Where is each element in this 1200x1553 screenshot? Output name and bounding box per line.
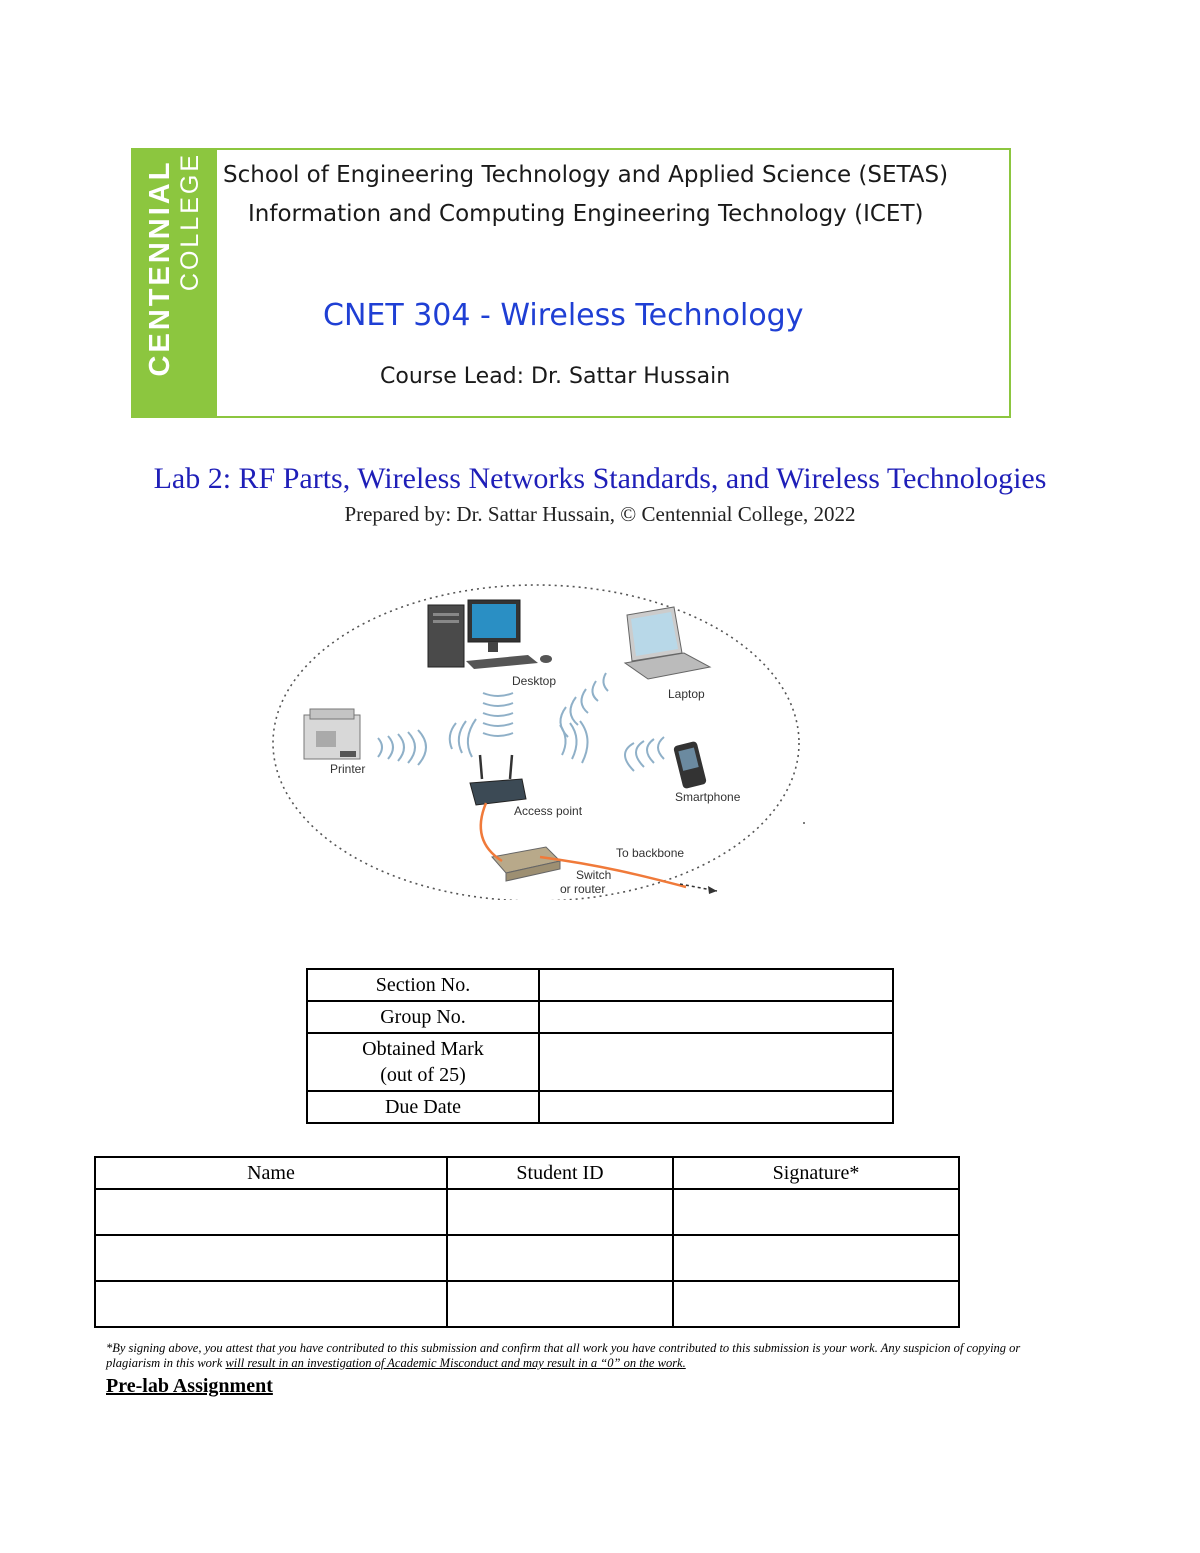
prelab-heading: Pre-lab Assignment: [106, 1375, 273, 1397]
printer-label: Printer: [330, 762, 366, 776]
table-row: [307, 1001, 893, 1033]
name-cell[interactable]: [95, 1235, 447, 1281]
table-row: [307, 1033, 893, 1091]
college-logo-strip: [133, 150, 217, 416]
printer-icon: [304, 709, 360, 759]
prepared-by: Prepared by: Dr. Sattar Hussain, © Centennial College, 2022: [344, 502, 856, 526]
access-point-icon: [470, 755, 526, 805]
obtained-mark-label: [307, 1033, 539, 1091]
desktop-icon: [428, 600, 552, 669]
lab-info-table: [306, 968, 894, 1124]
smartphone-label: Smartphone: [675, 790, 741, 804]
signature-header: Signature*: [673, 1157, 959, 1189]
signature-footnote: [106, 1341, 1066, 1371]
course-banner: [131, 148, 1011, 418]
signature-cell[interactable]: [673, 1235, 959, 1281]
backbone-label: To backbone: [616, 846, 685, 860]
table-row: [95, 1235, 959, 1281]
laptop-icon: [625, 607, 710, 679]
access-point-label: Access point: [514, 804, 583, 818]
student-id-cell[interactable]: [447, 1281, 673, 1327]
obtained-mark-value[interactable]: [539, 1033, 893, 1091]
college-logo: [143, 148, 207, 388]
student-signature-table: [94, 1156, 960, 1328]
smartphone-icon: [673, 741, 707, 789]
student-id-cell[interactable]: [447, 1235, 673, 1281]
footnote-text: *By signing above, you attest that you have contributed to this submission and confirm that all work you have contributed to this submission is your work. Any suspicion of copying or plagiarism in this work: [106, 1341, 1021, 1370]
section-no-value[interactable]: [539, 969, 893, 1001]
switch-label-1: Switch: [576, 868, 612, 882]
student-id-header: Student ID: [447, 1157, 673, 1189]
group-no-value[interactable]: [539, 1001, 893, 1033]
due-date-label: Due Date: [307, 1091, 539, 1123]
section-no-label: Section No.: [307, 969, 539, 1001]
switch-icon: [492, 847, 560, 881]
course-title: CNET 304 - Wireless Technology: [323, 298, 804, 333]
table-row: [307, 969, 893, 1001]
signature-cell[interactable]: [673, 1189, 959, 1235]
name-header: Name: [95, 1157, 447, 1189]
table-row: [95, 1281, 959, 1327]
logo-centennial: CENTENNIAL: [144, 159, 176, 377]
obtained-mark-label-line2: (out of 25): [380, 1064, 466, 1086]
name-cell[interactable]: [95, 1189, 447, 1235]
table-row: [307, 1091, 893, 1123]
access-point-cable: [481, 803, 502, 861]
school-name: School of Engineering Technology and Applied Science (SETAS): [223, 162, 949, 188]
logo-college: COLLEGE: [176, 152, 204, 292]
laptop-label: Laptop: [668, 687, 705, 701]
course-lead: Course Lead: Dr. Sattar Hussain: [380, 364, 731, 389]
table-header-row: [95, 1157, 959, 1189]
switch-label-2: or router: [560, 882, 606, 896]
footnote-underlined: will result in an investigation of Academic Misconduct and may result in a “0” on the work.: [225, 1356, 686, 1370]
student-id-cell[interactable]: [447, 1189, 673, 1235]
signature-cell[interactable]: [673, 1281, 959, 1327]
group-no-label: Group No.: [307, 1001, 539, 1033]
table-row: [95, 1189, 959, 1235]
desktop-label: Desktop: [512, 674, 557, 688]
name-cell[interactable]: [95, 1281, 447, 1327]
due-date-value[interactable]: [539, 1091, 893, 1123]
obtained-mark-label-line1: Obtained Mark: [362, 1038, 484, 1060]
wireless-network-diagram: [270, 575, 810, 900]
program-name: Information and Computing Engineering Technology (ICET): [248, 201, 924, 227]
lab-title: Lab 2: RF Parts, Wireless Networks Standards, and Wireless Technologies: [153, 462, 1047, 495]
